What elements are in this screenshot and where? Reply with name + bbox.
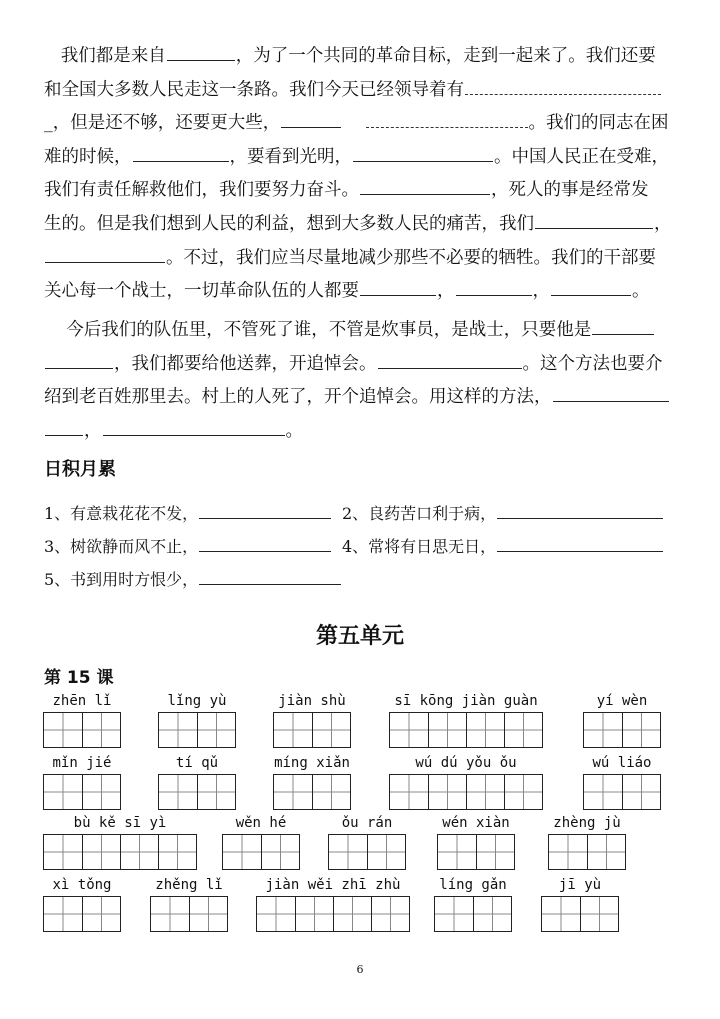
fill-blank[interactable] (103, 415, 285, 436)
passage-line (44, 275, 684, 309)
pinyin-label: jiàn shù (278, 693, 346, 709)
fill-blank[interactable] (45, 415, 83, 436)
writing-cell[interactable] (476, 835, 514, 869)
writing-cell[interactable] (390, 713, 428, 747)
pinyin-label: tí qǔ (175, 755, 219, 771)
passage-text: 。 (632, 281, 650, 302)
writing-boxes[interactable] (328, 834, 406, 870)
fill-blank[interactable] (133, 141, 229, 162)
pinyin-item (328, 814, 406, 870)
writing-cell[interactable] (333, 897, 371, 931)
writing-boxes[interactable] (43, 712, 121, 748)
pinyin-item (583, 692, 661, 748)
writing-cell[interactable] (580, 897, 618, 931)
exercise-prompt: 3、树欲静而风不止， (44, 537, 199, 556)
pinyin-item (222, 814, 300, 870)
passage-text: 难的时候， (44, 146, 132, 167)
pinyin-item (158, 692, 236, 748)
writing-boxes[interactable] (389, 712, 543, 748)
writing-boxes[interactable] (158, 774, 236, 810)
passage-text: ，要看到光明， (229, 146, 352, 167)
passage-text: ， (84, 420, 102, 441)
fill-blank[interactable] (378, 348, 522, 369)
writing-cell[interactable] (274, 775, 312, 809)
passage-line (44, 40, 684, 74)
writing-boxes[interactable] (548, 834, 626, 870)
answer-blank[interactable] (199, 500, 331, 519)
pinyin-label: jī yù (558, 877, 602, 893)
pinyin-item (158, 754, 236, 810)
writing-cell[interactable] (274, 713, 312, 747)
pinyin-item (43, 876, 121, 932)
passage-text: 。这个方法也要介 (522, 353, 663, 374)
passage-text: 今后我们的队伍里，不管死了谁，不管是炊事员，是战士，只要他是 (66, 320, 592, 340)
exercise-prompt: 2、良药苦口利于病， (342, 504, 497, 523)
writing-cell[interactable] (44, 897, 82, 931)
fill-blank[interactable] (281, 107, 341, 128)
pinyin-item (43, 754, 121, 810)
pinyin-item (389, 754, 543, 810)
passage-text: ，死人的事是经常发 (491, 180, 649, 201)
passage-line (44, 348, 684, 382)
fill-blank[interactable] (366, 107, 528, 128)
unit-title: 第五单元 (315, 624, 404, 649)
writing-cell[interactable] (261, 835, 299, 869)
writing-boxes[interactable] (541, 896, 619, 932)
writing-boxes[interactable] (43, 774, 121, 810)
passage-line (44, 314, 684, 348)
writing-cell[interactable] (428, 713, 466, 747)
writing-cell[interactable] (44, 835, 82, 869)
passage-text: 。不过，我们应当尽量地减少那些不必要的牺牲。我们的干部要 (166, 247, 656, 268)
writing-cell[interactable] (371, 897, 409, 931)
pinyin-label: xì tǒng (52, 877, 112, 893)
pinyin-item (150, 876, 228, 932)
pinyin-label: wú dú yǒu ǒu (415, 755, 517, 771)
lesson-title: 第 15 课 (44, 668, 114, 688)
writing-boxes[interactable] (583, 712, 661, 748)
writing-boxes[interactable] (150, 896, 228, 932)
writing-cell[interactable] (82, 835, 120, 869)
passage-text: ，为了一个共同的革命目标，走到一起来了。我们还要 (235, 46, 656, 66)
passage-text: 我们有责任解救他们，我们要努力奋斗。 (44, 180, 359, 201)
writing-cell[interactable] (504, 775, 542, 809)
writing-cell[interactable] (82, 775, 120, 809)
writing-cell[interactable] (257, 897, 295, 931)
writing-cell[interactable] (329, 835, 367, 869)
fill-blank[interactable] (465, 74, 661, 95)
pinyin-label: zhèng jù (553, 815, 621, 831)
writing-cell[interactable] (622, 775, 660, 809)
passage-text: 。 (285, 420, 303, 441)
fill-blank[interactable] (360, 174, 490, 195)
writing-cell[interactable] (466, 775, 504, 809)
writing-cell[interactable] (197, 775, 235, 809)
writing-cell[interactable] (159, 775, 197, 809)
writing-boxes[interactable] (222, 834, 300, 870)
pinyin-item (43, 692, 121, 748)
pinyin-item (43, 814, 197, 870)
passage-text: 绍到老百姓那里去。村上的人死了，开个追悼会。用这样的方法， (44, 387, 552, 408)
pinyin-label: yí wèn (596, 693, 648, 709)
writing-cell[interactable] (158, 835, 196, 869)
pinyin-item (548, 814, 626, 870)
writing-cell[interactable] (82, 897, 120, 931)
pinyin-item (434, 876, 512, 932)
fill-blank[interactable] (553, 381, 669, 402)
passage-line (44, 74, 684, 108)
writing-cell[interactable] (223, 835, 261, 869)
writing-cell[interactable] (549, 835, 587, 869)
writing-cell[interactable] (438, 835, 476, 869)
pinyin-label: lǐng yù (167, 693, 227, 709)
pinyin-label: jiàn wěi zhī zhù (265, 877, 401, 893)
answer-blank[interactable] (199, 533, 331, 552)
pinyin-label: líng gǎn (439, 877, 507, 893)
writing-cell[interactable] (189, 897, 227, 931)
exercise-item (342, 533, 664, 557)
passage-line (44, 415, 684, 449)
writing-cell[interactable] (151, 897, 189, 931)
exercise-item (44, 500, 332, 524)
fill-blank[interactable] (353, 141, 493, 162)
fill-blank[interactable] (456, 275, 532, 296)
pinyin-label: mǐn jié (52, 755, 112, 771)
writing-cell[interactable] (584, 775, 622, 809)
passage-text: 我们都是来自 (60, 46, 166, 66)
writing-boxes[interactable] (434, 896, 512, 932)
pinyin-label: míng xiǎn (274, 755, 350, 771)
page-number: 6 (356, 963, 364, 976)
pinyin-item (583, 754, 661, 810)
writing-boxes[interactable] (389, 774, 543, 810)
answer-blank[interactable] (497, 533, 663, 552)
passage-text: 。中国人民正在受难， (494, 146, 669, 167)
fill-blank[interactable] (551, 275, 631, 296)
fill-blank[interactable] (167, 40, 235, 61)
writing-boxes[interactable] (583, 774, 661, 810)
passage-text: ， (437, 281, 455, 302)
writing-cell[interactable] (120, 835, 158, 869)
pinyin-label: wěn hé (235, 815, 287, 831)
exercise-prompt: 1、有意栽花花不发， (44, 504, 199, 523)
writing-cell[interactable] (82, 713, 120, 747)
pinyin-label: zhēn lǐ (52, 693, 112, 709)
writing-cell[interactable] (542, 897, 580, 931)
passage-text: 和全国大多数人民走这一条路。我们今天已经领导着有 (44, 79, 464, 100)
pinyin-item (389, 692, 543, 748)
passage-text: 生的。但是我们想到人民的利益，想到大多数人民的痛苦，我们 (44, 213, 534, 234)
passage-line (44, 174, 684, 208)
pinyin-label: wén xiàn (442, 815, 510, 831)
writing-boxes[interactable] (256, 896, 410, 932)
writing-cell[interactable] (367, 835, 405, 869)
pinyin-label: wú liáo (592, 755, 652, 771)
writing-cell[interactable] (622, 713, 660, 747)
fill-blank[interactable] (592, 314, 654, 335)
pinyin-label: ǒu rán (341, 815, 393, 831)
writing-boxes[interactable] (273, 774, 351, 810)
passage-text: _，但是还不够，还要更大些， (44, 113, 281, 134)
writing-boxes[interactable] (437, 834, 515, 870)
exercise-item (44, 566, 342, 590)
answer-blank[interactable] (497, 500, 663, 519)
writing-cell[interactable] (428, 775, 466, 809)
pinyin-item (273, 692, 351, 748)
fill-blank[interactable] (535, 208, 653, 229)
pinyin-item (437, 814, 515, 870)
writing-boxes[interactable] (158, 712, 236, 748)
pinyin-item (541, 876, 619, 932)
writing-cell[interactable] (197, 713, 235, 747)
exercise-item (342, 500, 664, 524)
writing-boxes[interactable] (43, 896, 121, 932)
pinyin-item (256, 876, 410, 932)
pinyin-label: sī kōng jiàn guàn (394, 693, 538, 709)
passage-line (44, 381, 684, 415)
passage-text: 关心每一个战士，一切革命队伍的人都要 (44, 281, 359, 302)
passage-text: ， (654, 213, 672, 234)
writing-cell[interactable] (435, 897, 473, 931)
answer-blank[interactable] (199, 566, 341, 585)
pinyin-label: bù kě sī yì (73, 815, 167, 831)
passage-line (44, 242, 684, 276)
writing-cell[interactable] (312, 775, 350, 809)
writing-cell[interactable] (466, 713, 504, 747)
fill-blank[interactable] (360, 275, 436, 296)
fill-blank[interactable] (45, 348, 113, 369)
writing-cell[interactable] (504, 713, 542, 747)
writing-cell[interactable] (295, 897, 333, 931)
fill-blank[interactable] (45, 242, 165, 263)
writing-cell[interactable] (312, 713, 350, 747)
writing-cell[interactable] (44, 775, 82, 809)
exercise-item (44, 533, 332, 557)
writing-cell[interactable] (390, 775, 428, 809)
writing-boxes[interactable] (43, 834, 197, 870)
writing-boxes[interactable] (273, 712, 351, 748)
section-title: 日积月累 (44, 459, 116, 480)
writing-cell[interactable] (584, 713, 622, 747)
writing-cell[interactable] (473, 897, 511, 931)
passage-paragraph-2 (44, 314, 684, 448)
passage-paragraph-1 (44, 40, 684, 309)
writing-cell[interactable] (159, 713, 197, 747)
exercise-prompt: 5、书到用时方恨少， (44, 570, 199, 589)
passage-text: 。我们的同志在困 (528, 113, 669, 134)
passage-text: ， (532, 281, 550, 302)
passage-line (44, 208, 684, 242)
passage-text: ，我们都要给他送葬，开追悼会。 (114, 353, 377, 374)
writing-cell[interactable] (44, 713, 82, 747)
passage-line (44, 141, 684, 175)
passage-line (44, 107, 684, 141)
pinyin-item (273, 754, 351, 810)
pinyin-label: zhěng lǐ (155, 877, 223, 893)
exercise-prompt: 4、常将有日思无日， (342, 537, 497, 556)
writing-cell[interactable] (587, 835, 625, 869)
